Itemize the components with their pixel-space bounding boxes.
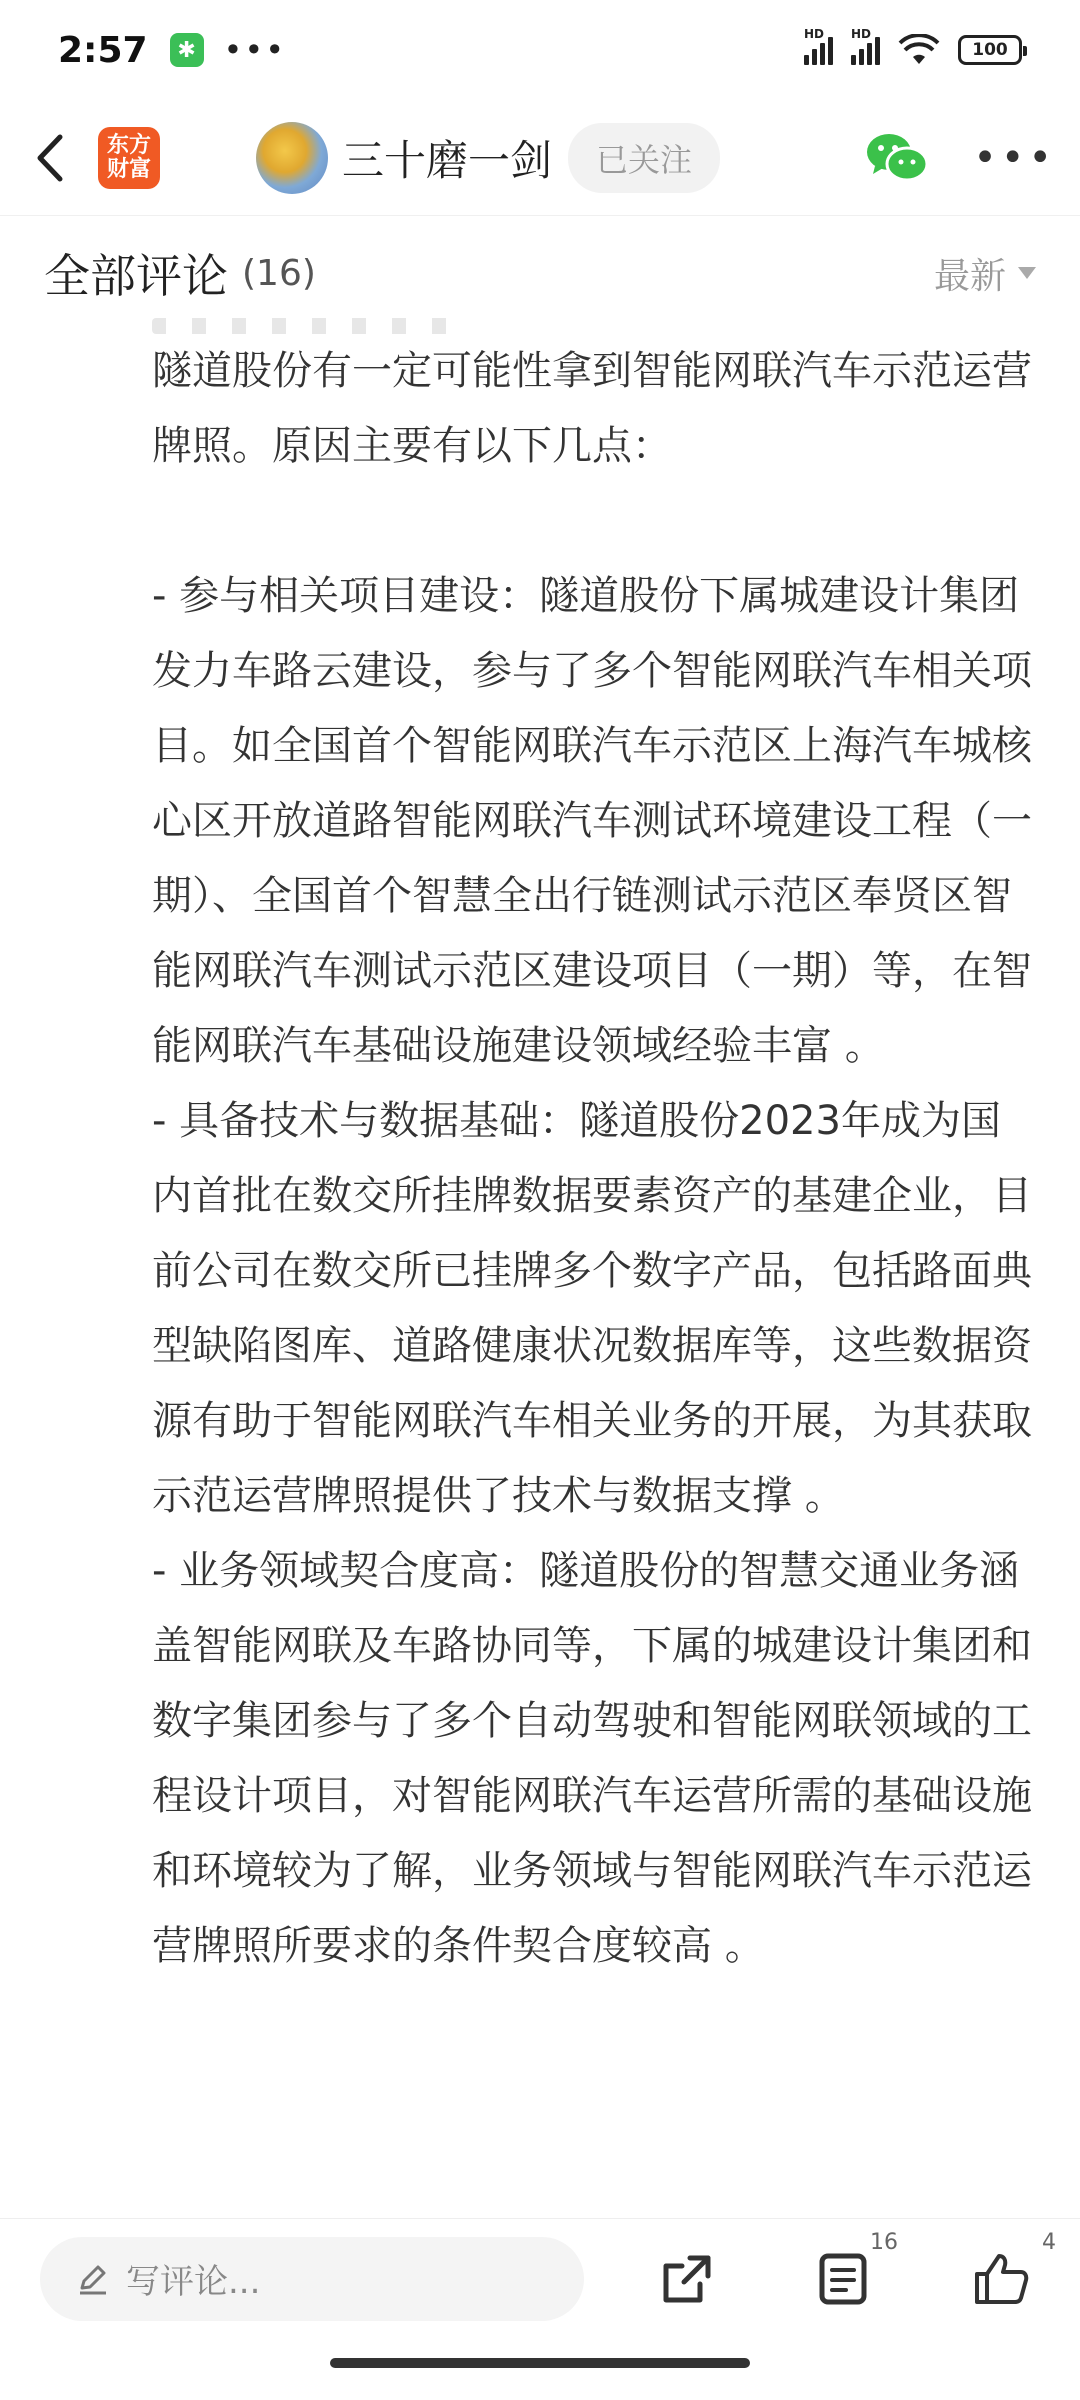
comment-input[interactable] xyxy=(40,2237,584,2321)
status-indicators xyxy=(804,27,1022,66)
sort-label: 最新 xyxy=(933,255,1006,297)
comments-header xyxy=(0,218,1080,328)
home-indicator[interactable] xyxy=(330,2358,750,2368)
comments-button[interactable] xyxy=(808,2229,898,2314)
comments-count: (16) xyxy=(242,252,316,294)
share-button[interactable] xyxy=(652,2244,722,2314)
wifi-icon xyxy=(898,34,940,66)
wechat-share-icon[interactable] xyxy=(865,130,929,186)
more-notifications-icon: ••• xyxy=(223,31,287,69)
comments-list-icon xyxy=(818,2252,868,2306)
more-options-icon[interactable]: ••• xyxy=(973,134,1056,181)
app-logo[interactable]: 东方 财富 xyxy=(98,127,160,189)
status-bar xyxy=(0,0,1080,100)
nav-bar xyxy=(0,100,1080,216)
chevron-down-icon xyxy=(1018,267,1036,279)
wrench-icon: ✱ xyxy=(170,33,204,67)
status-time: 2:57 xyxy=(58,29,148,71)
follow-button[interactable]: 已关注 xyxy=(568,123,720,193)
post-content xyxy=(152,334,1032,2214)
clipped-text-edge xyxy=(152,318,472,334)
battery-icon: 100 xyxy=(958,35,1022,65)
post-paragraph: - 业务领域契合度高：隧道股份的智慧交通业务涵盖智能网联及车路协同等，下属的城建设计集团和数字集团参与了多个自动驾驶和智能网联领域的工程设计项目，对智能网联汽车运营所需的基础设施和环境较为了解，业务领域与智能网联汽车示范运营牌照所要求的条件契合度较高 。 xyxy=(152,1548,1032,1969)
signal-icon: HD xyxy=(804,35,833,65)
post-paragraph: - 具备技术与数据基础：隧道股份2023年成为国内首批在数交所挂牌数据要素资产的基建企业，目前公司在数交所已挂牌多个数字产品，包括路面典型缺陷图库、道路健康状况数据库等，这些数据资源有助于智能网联汽车相关业务的开展，为其获取示范运营牌照提供了技术与数据支撑 。 xyxy=(152,1098,1032,1519)
comment-placeholder: 写评论... xyxy=(126,2262,261,2302)
post-paragraph: 隧道股份有一定可能性拿到智能网联汽车示范运营牌照。原因主要有以下几点： xyxy=(152,348,1032,469)
sort-dropdown[interactable] xyxy=(934,248,1036,299)
post-paragraph: - 参与相关项目建设：隧道股份下属城建设计集团发力车路云建设，参与了多个智能网联汽车相关项目。如全国首个智能网联汽车示范区上海汽车城核心区开放道路智能网联汽车测试环境建设工程（一期）、全国首个智慧全出行链测试示范区奉贤区智能网联汽车测试示范区建设项目（一期）等，在智能网联汽车基础设施建设领域经验丰富 。 xyxy=(152,573,1032,1069)
bottom-action-bar xyxy=(0,2218,1080,2338)
back-icon[interactable] xyxy=(24,123,74,193)
likes-badge: 4 xyxy=(1042,2229,1056,2255)
pencil-icon xyxy=(76,2262,110,2296)
thumbs-up-icon xyxy=(973,2252,1029,2306)
share-icon xyxy=(660,2252,714,2306)
paragraph-gap xyxy=(152,484,1032,559)
author-name[interactable]: 三十磨一剑 xyxy=(342,135,553,185)
comments-title: 全部评论 xyxy=(44,249,228,303)
like-button[interactable] xyxy=(966,2229,1056,2314)
signal-icon-2: HD xyxy=(851,35,880,65)
author-avatar[interactable] xyxy=(256,122,328,194)
comments-badge: 16 xyxy=(870,2229,898,2255)
